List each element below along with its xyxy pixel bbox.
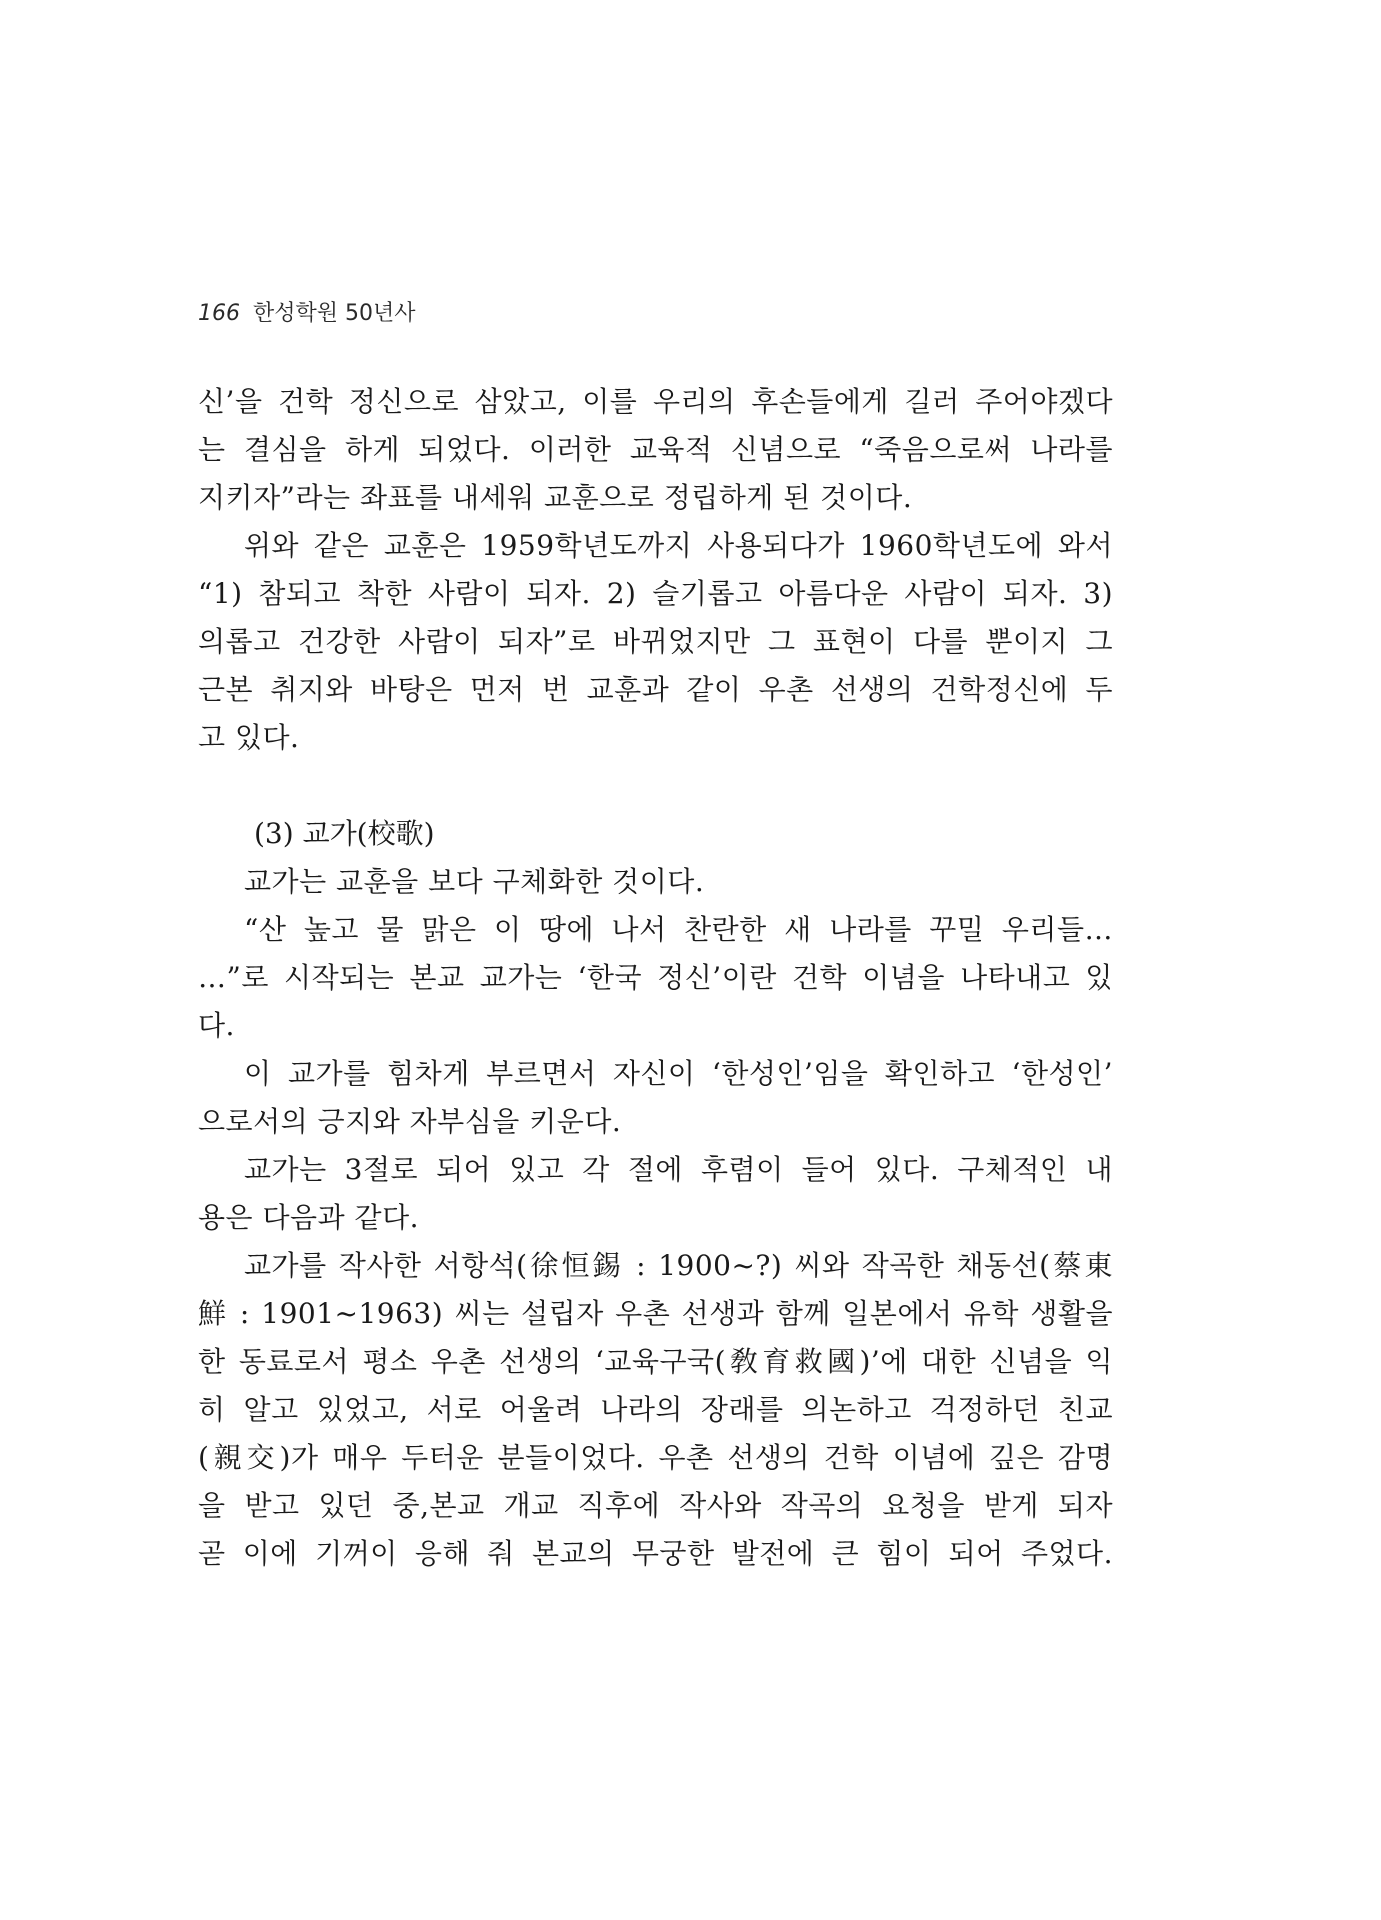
text-line: “산 높고 물 맑은 이 땅에 나서 찬란한 새 나라를 꾸밀 우리들…	[244, 913, 1113, 946]
book-title: 한성학원 50년사	[253, 301, 416, 326]
text-line: 의롭고 건강한 사람이 되자”로 바뀌었지만 그 표현이 다를 뿐이지 그	[198, 625, 1113, 658]
text-line: 용은 다음과 같다.	[198, 1201, 420, 1234]
text-line: 교가를 작사한 서항석(徐恒錫 : 1900~?) 씨와 작곡한 채동선(蔡東	[244, 1249, 1113, 1282]
text-line: 교가는 3절로 되어 있고 각 절에 후렴이 들어 있다. 구체적인 내	[244, 1153, 1113, 1186]
body-text	[198, 378, 1113, 1578]
text-line: 교가는 교훈을 보다 구체화한 것이다.	[244, 865, 705, 898]
text-line: 한 동료로서 평소 우촌 선생의 ‘교육구국(敎育救國)’에 대한 신념을 익	[198, 1345, 1113, 1378]
text-line: 히 알고 있었고, 서로 어울려 나라의 장래를 의논하고 걱정하던 친교	[198, 1393, 1113, 1426]
text-line: 위와 같은 교훈은 1959학년도까지 사용되다가 1960학년도에 와서	[244, 529, 1113, 562]
text-line: 이 교가를 힘차게 부르면서 자신이 ‘한성인’임을 확인하고 ‘한성인’	[244, 1057, 1113, 1090]
text-line: 을 받고 있던 중,본교 개교 직후에 작사와 작곡의 요청을 받게 되자	[198, 1489, 1113, 1522]
text-line: “1) 참되고 착한 사람이 되자. 2) 슬기롭고 아름다운 사람이 되자. 3)	[198, 577, 1113, 610]
text-line: 근본 취지와 바탕은 먼저 번 교훈과 같이 우촌 선생의 건학정신에 두	[198, 673, 1113, 706]
text-line: 다.	[198, 1009, 235, 1042]
text-line: 鮮 : 1901~1963) 씨는 설립자 우촌 선생과 함께 일본에서 유학 생활을	[198, 1297, 1113, 1330]
text-line: …”로 시작되는 본교 교가는 ‘한국 정신’이란 건학 이념을 나타내고 있	[198, 961, 1113, 994]
text-line: 지키자”라는 좌표를 내세워 교훈으로 정립하게 된 것이다.	[198, 481, 913, 514]
text-line: 는 결심을 하게 되었다. 이러한 교육적 신념으로 “죽음으로써 나라를	[198, 433, 1113, 466]
section-heading: (3) 교가(校歌)	[254, 817, 435, 850]
text-line: 곧 이에 기꺼이 응해 줘 본교의 무궁한 발전에 큰 힘이 되어 주었다.	[198, 1537, 1113, 1570]
text-line: (親交)가 매우 두터운 분들이었다. 우촌 선생의 건학 이념에 깊은 감명	[198, 1441, 1113, 1474]
page-number: 166	[198, 301, 240, 326]
text-line: 신’을 건학 정신으로 삼았고, 이를 우리의 후손들에게 길러 주어야겠다	[198, 385, 1113, 418]
text-line: 으로서의 긍지와 자부심을 키운다.	[198, 1105, 622, 1138]
text-line: 고 있다.	[198, 721, 300, 754]
running-header	[198, 296, 416, 327]
